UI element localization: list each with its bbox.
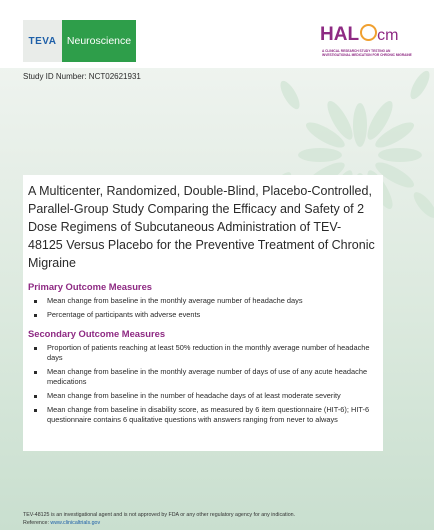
list-item: Mean change from baseline in the monthly average number of headache days [28,296,375,306]
list-item: Mean change from baseline in disability score, as measured by 6 item questionnaire (HIT-6); HIT-6 questionnaire contains 6 qualitative questions with answers ranging from never to always [28,405,375,425]
secondary-outcome-list [28,343,375,425]
footer [23,512,295,527]
list-item: Proportion of patients reaching at least 50% reduction in the monthly average number of headache days [28,343,375,363]
teva-logo-text: TEVA [28,35,57,47]
division-label: Neuroscience [62,20,136,62]
reference-link[interactable]: www.clinicaltrials.gov [50,519,101,526]
footer-reference [23,520,295,528]
halo-name-prefix: HAL [320,24,360,45]
reference-label: Reference: [23,519,51,526]
teva-logo [23,20,62,62]
halo-wordmark [320,24,398,46]
primary-outcome-heading: Primary Outcome Measures [28,281,153,292]
list-item: Percentage of participants with adverse events [28,310,375,320]
list-item: Mean change from baseline in the number of headache days of at least moderate severity [28,391,375,401]
halo-ring-icon [360,24,377,41]
halo-name-suffix: cm [377,27,399,44]
study-id: Study ID Number: NCT02621931 [23,72,141,81]
footer-disclaimer: TEV-48125 is an investigational agent and is not approved by FDA or any other regulatory agency for any indication. [23,512,296,518]
study-title: A Multicenter, Randomized, Double-Blind, Placebo-Controlled, Parallel-Group Study Comparing the Efficacy and Safety of 2 Dose Regimens of Subcutaneous Administration of TEV-48125 Versus Placebo for the Preventive Treatment of Chronic Migraine [28,184,375,270]
halo-tagline: A CLINICAL RESEARCH STUDY TESTING AN INVESTIGATIONAL MEDICATION FOR CHRONIC MIGRAINE [322,49,412,57]
secondary-outcome-heading: Secondary Outcome Measures [28,328,166,339]
list-item: Mean change from baseline in the monthly average number of days of use of any acute headache medications [28,367,375,387]
study-summary-card [23,175,383,451]
primary-outcome-list [28,296,375,320]
